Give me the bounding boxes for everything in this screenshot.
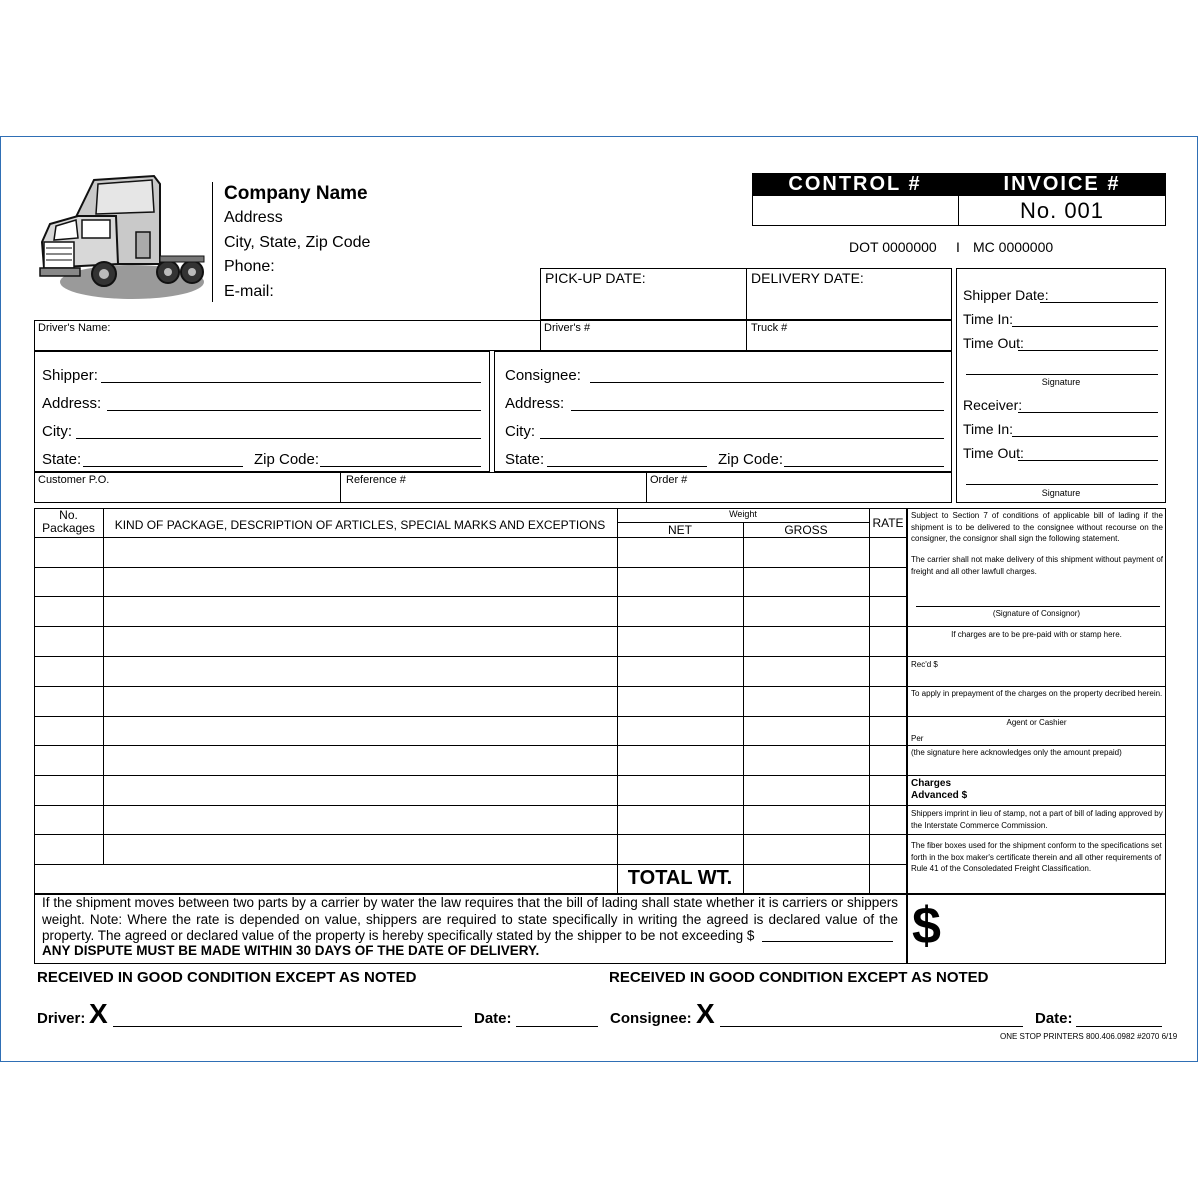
shipper-address-line[interactable]	[107, 410, 481, 411]
table-row-line-3	[34, 626, 907, 627]
truck-icon	[36, 172, 208, 302]
company-city-state-zip: City, State, Zip Code	[224, 234, 371, 251]
table-row-line-11	[34, 864, 907, 865]
company-name: Company Name	[224, 183, 368, 204]
table-row-line-5	[34, 686, 907, 687]
time-in-label-1: Time In:	[963, 311, 1014, 327]
consignee-label: Consignee:	[505, 367, 581, 384]
driver-row-box	[34, 320, 952, 351]
notice-text: If the shipment moves between two parts by a carrier by water the law requires that the bill of lading shall state whether it is carriers or shippers weight. Note: Where the rate is depended on value, shippers are required to state specifically in writing the agreed is declared value of the property. The agreed or declared value of the property is hereby specifically stated by the shipper to be not exceeding $	[42, 895, 898, 943]
company-address: Address	[224, 209, 283, 226]
time-out-line-1[interactable]	[1018, 350, 1158, 351]
signature-line-1[interactable]	[966, 374, 1158, 375]
consignee-signature-line[interactable]	[720, 1026, 1023, 1027]
table-col-divider-gross	[869, 508, 870, 894]
terms-section-7: Subject to Section 7 of conditions of applicable bill of lading if the shipment is to be delivered to the consignee without recourse on the consigner, the consignor shall sign the following statement.	[911, 511, 1163, 543]
shipper-address-label: Address:	[42, 395, 102, 412]
table-col-divider-desc	[617, 508, 618, 894]
consignee-address-line[interactable]	[571, 410, 944, 411]
table-row-line-9	[34, 805, 907, 806]
shipper-date-line[interactable]	[1040, 302, 1158, 303]
terms-line-3	[907, 686, 1166, 687]
signature-caption-1: Signature	[1041, 377, 1081, 387]
prepaid-note: If charges are to be pre-paid with or stamp here.	[951, 630, 1122, 639]
consignee-date-label: Date:	[1035, 1010, 1073, 1027]
dollar-box	[907, 894, 1166, 964]
terms-line-5	[907, 745, 1166, 746]
consignee-zip-label: Zip Code:	[718, 451, 784, 468]
advanced-label: Advanced $	[911, 790, 968, 801]
company-email: E-mail:	[224, 283, 274, 300]
time-out-label-2: Time Out:	[963, 445, 1024, 461]
pickup-date-label: PICK-UP DATE:	[545, 270, 646, 286]
shipper-zip-label: Zip Code:	[254, 451, 320, 468]
consignee-signature-label: Consignee:	[610, 1010, 692, 1027]
col-gross-label: GROSS	[784, 523, 828, 537]
table-row-line-2	[34, 596, 907, 597]
truck-number-label: Truck #	[751, 322, 788, 334]
shipper-label: Shipper:	[42, 367, 98, 384]
terms-line-6	[907, 775, 1166, 776]
table-row-line-7	[34, 745, 907, 746]
table-row-line-8	[34, 775, 907, 776]
driver-row-divider-2	[746, 320, 747, 351]
printer-credit: ONE STOP PRINTERS 800.406.0982 #2070 6/19	[1000, 1032, 1178, 1041]
consignee-x-mark: X	[696, 998, 715, 1029]
shipper-state-line[interactable]	[83, 466, 243, 467]
shipper-city-line[interactable]	[76, 438, 481, 439]
col-packages-label: Packages	[42, 521, 95, 535]
shipper-city-label: City:	[42, 423, 72, 440]
dollar-sign: $	[912, 897, 941, 955]
charges-label: Charges	[911, 778, 952, 789]
shipper-date-label: Shipper Date:	[963, 287, 1049, 303]
consignee-city-line[interactable]	[540, 438, 944, 439]
table-header-line	[34, 537, 907, 538]
time-out-label-1: Time Out:	[963, 335, 1024, 351]
col-rate-label: RATE	[872, 516, 904, 530]
driver-row-divider-1	[540, 320, 541, 351]
drivers-number-label: Driver's #	[544, 322, 591, 334]
signature-line-2[interactable]	[966, 484, 1158, 485]
received-good-condition-left: RECEIVED IN GOOD CONDITION EXCEPT AS NOTED	[37, 969, 417, 986]
shipper-line[interactable]	[101, 382, 481, 383]
reference-number-label: Reference #	[346, 474, 406, 486]
driver-date-label: Date:	[474, 1010, 512, 1027]
declared-value-line[interactable]	[762, 941, 893, 942]
time-in-line-2[interactable]	[1012, 436, 1158, 437]
shippers-imprint-note: Shippers imprint in lieu of stamp, not a part of bill of lading approved by the Interstate Commerce Commission.	[911, 809, 1163, 830]
col-description-label: KIND OF PACKAGE, DESCRIPTION OF ARTICLES, SPECIAL MARKS AND EXCEPTIONS	[114, 518, 606, 532]
consignee-zip-line[interactable]	[784, 466, 944, 467]
logo-divider	[212, 182, 213, 302]
consignee-address-label: Address:	[505, 395, 565, 412]
time-in-line-1[interactable]	[1012, 326, 1158, 327]
terms-line-7	[907, 805, 1166, 806]
col-no-label: No.	[59, 508, 78, 522]
invoice-label: INVOICE #	[1003, 173, 1121, 195]
receiver-line[interactable]	[1018, 412, 1158, 413]
dispute-notice: ANY DISPUTE MUST BE MADE WITHIN 30 DAYS OF THE DATE OF DELIVERY.	[42, 943, 540, 958]
reference-divider-2	[646, 472, 647, 503]
driver-date-line[interactable]	[516, 1026, 598, 1027]
invoice-number: No. 001	[1019, 198, 1105, 223]
col-net-label: NET	[668, 523, 692, 537]
delivery-date-label: DELIVERY DATE:	[751, 270, 864, 286]
customer-po-label: Customer P.O.	[38, 474, 110, 486]
prepaid-ack-note: (the signature here acknowledges only the amount prepaid)	[911, 748, 1122, 757]
table-row-line-10	[34, 834, 907, 835]
reference-divider-1	[340, 472, 341, 503]
receiver-label: Receiver:	[963, 397, 1023, 413]
consignee-state-label: State:	[505, 451, 545, 468]
per-label: Per	[911, 734, 924, 743]
driver-x-mark: X	[89, 998, 108, 1029]
shipper-zip-line[interactable]	[320, 466, 481, 467]
order-number-label: Order #	[650, 474, 688, 486]
terms-line-2	[907, 656, 1166, 657]
col-weight-label: Weight	[729, 509, 757, 519]
terms-no-delivery: The carrier shall not make delivery of this shipment without payment of freight and all other lawfull charges.	[911, 555, 1163, 576]
driver-signature-label: Driver:	[37, 1010, 86, 1027]
consignee-line[interactable]	[590, 382, 944, 383]
table-col-divider-net	[743, 522, 744, 894]
company-phone: Phone:	[224, 258, 275, 275]
prepayment-note: To apply in prepayment of the charges on the property decribed herein.	[911, 689, 1163, 698]
time-out-line-2[interactable]	[1018, 460, 1158, 461]
total-weight-label: TOTAL WT.	[627, 867, 733, 889]
control-label: CONTROL #	[788, 173, 922, 195]
table-row-line-1	[34, 567, 907, 568]
consignee-date-line[interactable]	[1076, 1026, 1162, 1027]
mc-number: MC 0000000	[973, 239, 1054, 255]
table-row-line-4	[34, 656, 907, 657]
dot-mc-separator: I	[956, 239, 960, 255]
terms-line-1	[907, 626, 1166, 627]
consignor-signature-caption: (Signature of Consignor)	[992, 609, 1081, 618]
dates-divider	[746, 268, 747, 320]
received-good-condition-right: RECEIVED IN GOOD CONDITION EXCEPT AS NOTED	[609, 969, 989, 986]
received-amount-label: Rec'd $	[911, 660, 938, 669]
consignor-signature-line[interactable]	[916, 606, 1160, 607]
time-in-label-2: Time In:	[963, 421, 1014, 437]
fiber-boxes-note: The fiber boxes used for the shipment conform to the specifications set forth in the box maker's certificate therein and all other requirements of Rule 41 of the Consoledated Freight Classification.	[911, 841, 1162, 873]
signature-caption-2: Signature	[1041, 488, 1081, 498]
items-table	[34, 508, 907, 894]
terms-line-8	[907, 834, 1166, 835]
shipper-state-label: State:	[42, 451, 82, 468]
consignee-city-label: City:	[505, 423, 535, 440]
reference-row-box	[34, 472, 952, 503]
drivers-name-label: Driver's Name:	[38, 322, 111, 334]
consignee-state-line[interactable]	[547, 466, 707, 467]
agent-cashier-label: Agent or Cashier	[1006, 718, 1067, 727]
driver-signature-line[interactable]	[113, 1026, 462, 1027]
dot-number: DOT 0000000	[849, 239, 937, 255]
control-number-field[interactable]	[754, 197, 956, 224]
table-row-line-6	[34, 716, 907, 717]
